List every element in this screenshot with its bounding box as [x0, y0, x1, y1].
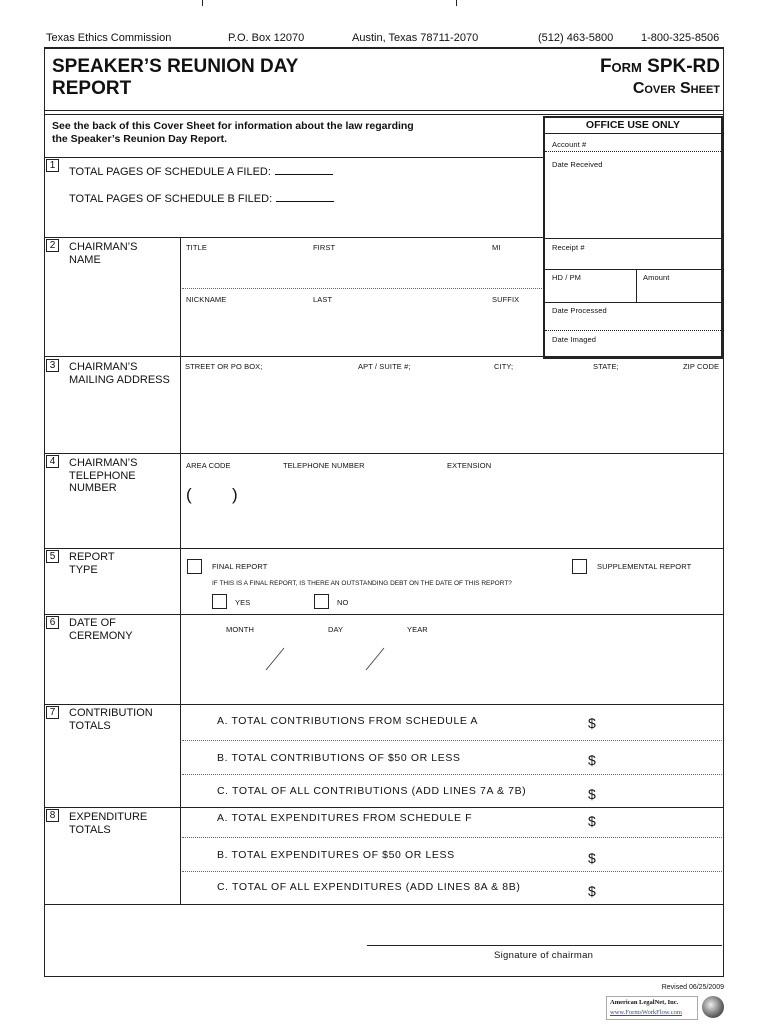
report-type-label	[69, 551, 115, 576]
expenditures-50-or-less-amount[interactable]: $	[588, 850, 596, 866]
section-7-number: 7	[46, 706, 59, 719]
section-4-label-line1: CHAIRMAN’S	[69, 457, 138, 469]
ceremony-date-label	[69, 617, 133, 642]
section-2-label-line2: NAME	[69, 253, 101, 266]
form-id-line2: Cover Sheet	[632, 80, 720, 97]
section-3-label-line1: CHAIRMAN’S	[69, 361, 138, 373]
section-4-number: 4	[46, 455, 59, 468]
section-divider	[44, 807, 724, 808]
section-divider	[44, 704, 724, 705]
agency-name: Texas Ethics Commission	[46, 32, 172, 44]
section-5-label-line1: REPORT	[69, 551, 115, 563]
section-3-number: 3	[46, 359, 59, 372]
debt-no-checkbox[interactable]	[314, 594, 329, 609]
total-contributions-label: C. TOTAL OF ALL CONTRIBUTIONS (ADD LINES 7A & 7B)	[217, 785, 527, 797]
date-imaged-field: Date Imaged	[552, 335, 597, 344]
revised-date: Revised 06/25/2009	[661, 984, 724, 991]
supplemental-report-checkbox[interactable]	[572, 559, 587, 574]
final-report-label: FINAL REPORT	[212, 562, 268, 571]
form-title	[52, 56, 298, 100]
final-report-checkbox[interactable]	[187, 559, 202, 574]
section-divider	[44, 904, 724, 905]
extension-field[interactable]: EXTENSION	[447, 461, 492, 470]
title-divider-2	[44, 114, 724, 115]
publisher-name: American LegalNet, Inc.	[610, 999, 679, 1006]
crop-mark	[456, 0, 457, 6]
publisher-url[interactable]: www.FormsWorkFlow.com	[610, 1009, 682, 1016]
ceremony-month-field[interactable]: MONTH	[226, 625, 254, 634]
dotted-line	[182, 288, 542, 289]
contributions-50-or-less-amount[interactable]: $	[588, 752, 596, 768]
address-state-field[interactable]: STATE;	[593, 362, 619, 371]
date-processed-field: Date Processed	[552, 306, 607, 315]
schedule-b-label-text: TOTAL PAGES OF SCHEDULE B FILED:	[69, 193, 273, 205]
section-divider	[180, 704, 181, 904]
telephone-label	[69, 457, 137, 495]
office-use-divider	[545, 238, 721, 239]
frame-right-border	[723, 47, 724, 976]
name-mi-field[interactable]: MI	[492, 243, 501, 252]
total-contributions-amount[interactable]: $	[588, 786, 596, 802]
section-divider	[180, 614, 181, 704]
area-code-field[interactable]: AREA CODE	[186, 461, 231, 470]
expenditures-schedule-f-amount[interactable]: $	[588, 813, 596, 829]
section-7-label-line1: CONTRIBUTION	[69, 707, 153, 719]
section-divider	[44, 157, 543, 158]
schedule-a-label-text: TOTAL PAGES OF SCHEDULE A FILED:	[69, 166, 271, 178]
telephone-number-field[interactable]: TELEPHONE NUMBER	[283, 461, 365, 470]
title-divider	[44, 110, 724, 111]
contributions-schedule-a-label: A. TOTAL CONTRIBUTIONS FROM SCHEDULE A	[217, 715, 479, 727]
office-use-heading: OFFICE USE ONLY	[585, 119, 681, 131]
address-apt-field[interactable]: APT / SUITE #;	[358, 362, 411, 371]
section-7-label-line2: TOTALS	[69, 719, 111, 732]
address-city-field[interactable]: CITY;	[494, 362, 514, 371]
section-4-label-line2: TELEPHONE	[69, 469, 136, 482]
dotted-line	[182, 871, 722, 872]
chairman-name-label	[69, 241, 137, 266]
schedule-b-pages-label	[69, 191, 334, 206]
expenditures-schedule-f-label: A. TOTAL EXPENDITURES FROM SCHEDULE F	[217, 812, 473, 824]
debt-yes-label: YES	[235, 598, 251, 607]
form-id-line1: Form SPK-RD	[599, 56, 720, 77]
date-received-field: Date Received	[552, 160, 603, 169]
contribution-totals-label	[69, 707, 153, 732]
agency-phone: (512) 463-5800	[538, 32, 614, 44]
globe-icon	[702, 996, 724, 1018]
outstanding-debt-question: IF THIS IS A FINAL REPORT, IS THERE AN OUTSTANDING DEBT ON THE DATE OF THIS REPORT?	[212, 580, 512, 587]
dotted-line	[182, 774, 722, 775]
office-use-divider	[545, 133, 721, 134]
contributions-50-or-less-label: B. TOTAL CONTRIBUTIONS OF $50 OR LESS	[217, 752, 461, 764]
section-divider	[44, 356, 724, 357]
office-use-divider	[545, 330, 721, 331]
agency-toll-free: 1-800-325-8506	[641, 32, 720, 44]
section-8-label-line1: EXPENDITURE	[69, 811, 148, 823]
crop-mark	[202, 0, 203, 6]
name-suffix-field[interactable]: SUFFIX	[492, 295, 520, 304]
name-nickname-field[interactable]: NICKNAME	[186, 295, 227, 304]
mailing-address-label	[69, 361, 170, 386]
section-6-number: 6	[46, 616, 59, 629]
section-2-label-line1: CHAIRMAN’S	[69, 241, 138, 253]
frame-left-border	[44, 47, 45, 976]
total-expenditures-amount[interactable]: $	[588, 883, 596, 899]
name-title-field[interactable]: TITLE	[186, 243, 207, 252]
signature-line[interactable]	[367, 945, 722, 946]
contributions-schedule-a-amount[interactable]: $	[588, 715, 596, 731]
amount-field: Amount	[643, 273, 670, 282]
frame-bottom-border	[44, 976, 724, 977]
form-id	[600, 56, 720, 100]
section-8-number: 8	[46, 809, 59, 822]
agency-city: Austin, Texas 78711-2070	[352, 32, 479, 44]
section-divider	[180, 237, 181, 356]
section-divider	[180, 453, 181, 548]
schedule-a-pages-input[interactable]	[275, 164, 333, 175]
ceremony-day-field[interactable]: DAY	[328, 625, 344, 634]
office-use-divider	[545, 302, 721, 303]
notice-text	[52, 120, 414, 145]
expenditures-50-or-less-label: B. TOTAL EXPENDITURES OF $50 OR LESS	[217, 849, 455, 861]
office-use-divider	[545, 269, 721, 270]
ceremony-year-field[interactable]: YEAR	[407, 625, 428, 634]
area-code-open-paren: (	[186, 485, 192, 504]
form-title-line1: SPEAKER’S REUNION DAY	[52, 56, 299, 77]
section-divider	[44, 614, 724, 615]
date-separator-slashes	[262, 646, 392, 672]
schedule-a-pages-label	[69, 164, 333, 179]
agency-po-box: P.O. Box 12070	[228, 32, 305, 44]
schedule-b-pages-input[interactable]	[276, 191, 334, 202]
section-4-label-line3: NUMBER	[69, 482, 117, 494]
office-use-divider	[636, 269, 637, 302]
section-divider	[180, 356, 181, 453]
notice-line2: the Speaker’s Reunion Day Report.	[52, 132, 228, 145]
area-code-close-paren: )	[232, 485, 238, 504]
frame-top-border	[44, 47, 724, 49]
office-use-divider	[545, 151, 721, 152]
expenditure-totals-label	[69, 811, 147, 836]
address-zip-field[interactable]: ZIP CODE	[683, 362, 720, 371]
debt-no-label: NO	[337, 598, 349, 607]
section-6-label-line2: CEREMONY	[69, 629, 133, 642]
section-divider	[44, 548, 724, 549]
name-last-field[interactable]: LAST	[313, 295, 333, 304]
section-8-label-line2: TOTALS	[69, 823, 111, 836]
account-number-field: Account #	[552, 140, 587, 149]
total-expenditures-label: C. TOTAL OF ALL EXPENDITURES (ADD LINES 8A & 8B)	[217, 881, 521, 893]
notice-line1: See the back of this Cover Sheet for information about the law regarding	[52, 120, 414, 132]
signature-label: Signature of chairman	[494, 950, 594, 961]
section-3-label-line2: MAILING ADDRESS	[69, 373, 170, 386]
name-first-field[interactable]: FIRST	[313, 243, 336, 252]
supplemental-report-label: SUPPLEMENTAL REPORT	[597, 562, 692, 571]
section-2-number: 2	[46, 239, 59, 252]
dotted-line	[182, 837, 722, 838]
section-divider	[44, 237, 543, 238]
form-title-line2: REPORT	[52, 78, 132, 99]
section-divider	[180, 548, 181, 614]
receipt-field: Receipt #	[552, 243, 585, 252]
hd-pm-field: HD / PM	[552, 273, 582, 282]
section-1-number: 1	[46, 159, 59, 172]
address-street-field[interactable]: STREET OR PO BOX;	[185, 362, 263, 371]
section-6-label-line1: DATE OF	[69, 617, 116, 629]
section-5-number: 5	[46, 550, 59, 563]
section-5-label-line2: TYPE	[69, 563, 98, 576]
debt-yes-checkbox[interactable]	[212, 594, 227, 609]
section-divider	[44, 453, 724, 454]
dotted-line	[182, 740, 722, 741]
